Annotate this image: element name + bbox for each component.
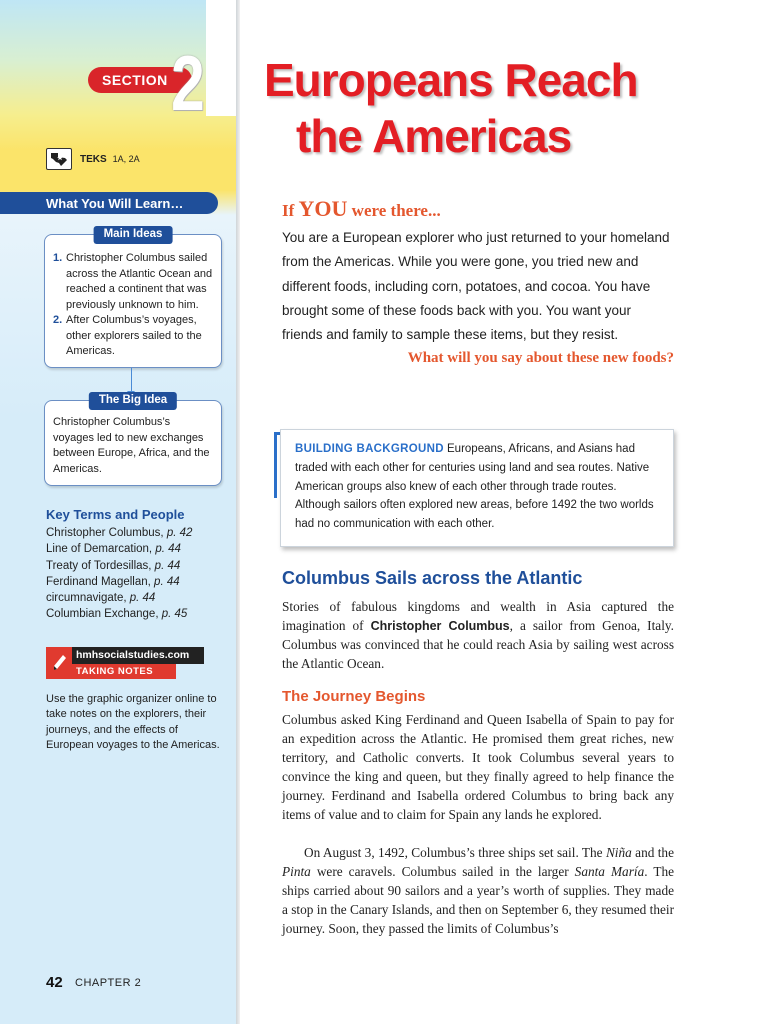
key-term-highlight: Christopher Columbus	[370, 618, 510, 633]
list-text: Christopher Columbus sailed across the Atlantic Ocean and reached a continent that was previously unknown to him.	[66, 252, 213, 311]
pencil-icon	[46, 647, 72, 679]
teks-codes: 1A, 2A	[112, 154, 140, 164]
sidebar-edge	[236, 0, 240, 1024]
title-line-1: Europeans Reach	[264, 54, 638, 106]
text-run: , a sailor from Genoa, Italy. Columbus was convinced that he could reach Asia by sailing west across the Atlantic Ocean.	[282, 617, 675, 671]
organizer-text: Use the graphic organizer online to take notes on the explorers, their journeys, and the effects of European voyages to the Americas.	[46, 693, 220, 751]
list-item	[53, 313, 213, 360]
building-background-text: Europeans, Africans, and Asians had traded with each other for centuries using land and sea routes. Native American groups also knew of each other through trade routes. Although sailors often explored new areas, before 1492 the two worlds had no communication with each other.	[295, 443, 654, 531]
text-run: and the	[631, 845, 674, 860]
section-label: SECTION	[88, 67, 192, 93]
paragraph: Columbus asked King Ferdinand and Queen Isabella of Spain to pay for an expedition across the Atlantic. He promised them great riches, new territory, and Catholic converts. It took Columbus several years to convince the king and queen, but they finally agreed to help finance the journey. Ferdinand and Isabella ordered Columbus to bring back any items of value and to claim for Spain any lands he explored.	[282, 712, 674, 822]
list-item	[46, 558, 192, 574]
paragraph	[282, 598, 674, 674]
learn-heading: What You Will Learn…	[0, 192, 218, 214]
question-text: What will you say about these new foods?	[407, 350, 674, 366]
key-term: circumnavigate,	[46, 592, 127, 605]
ship-name: Santa María	[574, 863, 645, 879]
teks-row	[46, 148, 140, 170]
big-idea-box	[44, 394, 222, 486]
title-line-2: the Americas	[296, 110, 572, 162]
list-number: 1.	[53, 252, 63, 264]
teks-label: TEKS	[80, 153, 107, 165]
intro-text: You are a European explorer who just returned to your homeland from the Americas. While you were gone, you tried new and different foods, including corn, potatoes, and cocoa. You have brought some of these foods back with you. You want your friends and family to sample these items, but they resist.	[282, 230, 670, 343]
sidebar-notch	[206, 0, 240, 116]
text-run: . The ships carried about 90 sailors and a year’s worth of supplies. They made a stop in the Canary Islands, and then on September 6, they resumed their journey. Soon, they passed the limits of Columbus’s	[282, 863, 674, 936]
list-item	[46, 606, 192, 622]
key-term-page: p. 44	[154, 575, 180, 588]
texas-star-icon	[46, 148, 72, 170]
text-run: On August 3, 1492, Columbus’s three ships set sail. The	[304, 845, 606, 860]
page-title	[264, 52, 744, 164]
key-term-page: p. 44	[155, 543, 181, 556]
text-run: were caravels. Columbus sailed in the larger	[310, 863, 575, 879]
key-term-page: p. 44	[129, 592, 156, 605]
key-term-page: p. 45	[161, 608, 188, 621]
big-idea-text: Christopher Columbus’s voyages led to new exchanges between Europe, Africa, and the Americas.	[53, 416, 210, 475]
list-item	[46, 574, 192, 590]
key-term: Treaty of Tordesillas,	[46, 559, 152, 572]
key-terms-list	[46, 525, 192, 623]
paragraph	[282, 844, 674, 939]
ship-name: Pinta	[282, 863, 311, 879]
text-run: Stories of fabulous kingdoms and wealth in Asia captured the imagination of	[282, 599, 674, 633]
if-suffix: were there...	[351, 201, 441, 220]
key-term-page: p. 42	[166, 527, 193, 539]
big-idea-tag: The Big Idea	[89, 392, 177, 410]
hmh-site-link[interactable]: hmhsocialstudies.com	[46, 647, 204, 664]
list-text: After Columbus’s voyages, other explorers sailed to the Americas.	[66, 314, 202, 357]
if-you: YOU	[298, 196, 348, 221]
main-ideas-box	[44, 228, 222, 368]
key-term: Line of Demarcation,	[46, 543, 153, 556]
main-ideas-list	[53, 251, 213, 360]
building-background-label: BUILDING BACKGROUND	[295, 443, 444, 455]
page-number: 42	[46, 974, 63, 991]
taking-notes-label: TAKING NOTES	[46, 664, 176, 679]
key-term: Christopher Columbus,	[46, 527, 164, 539]
building-background-box	[280, 429, 674, 547]
if-you-heading	[282, 196, 441, 222]
list-item	[53, 251, 213, 313]
section-heading: Columbus Sails across the Atlantic	[282, 568, 583, 588]
hmh-badge[interactable]	[46, 647, 204, 680]
list-item	[46, 525, 192, 541]
sub-heading: The Journey Begins	[282, 688, 426, 705]
chapter-label: CHAPTER 2	[75, 977, 142, 989]
key-term-page: p. 44	[154, 559, 181, 572]
key-terms-heading: Key Terms and People	[46, 507, 185, 522]
key-term: Ferdinand Magellan,	[46, 575, 151, 588]
list-item	[46, 590, 192, 606]
section-number: 2	[171, 39, 205, 127]
list-item	[46, 541, 192, 557]
list-number: 2.	[53, 314, 63, 326]
main-ideas-tag: Main Ideas	[94, 226, 173, 244]
if-prefix: If	[282, 201, 295, 220]
key-term: Columbian Exchange,	[46, 608, 159, 621]
ship-name: Niña	[605, 845, 632, 860]
